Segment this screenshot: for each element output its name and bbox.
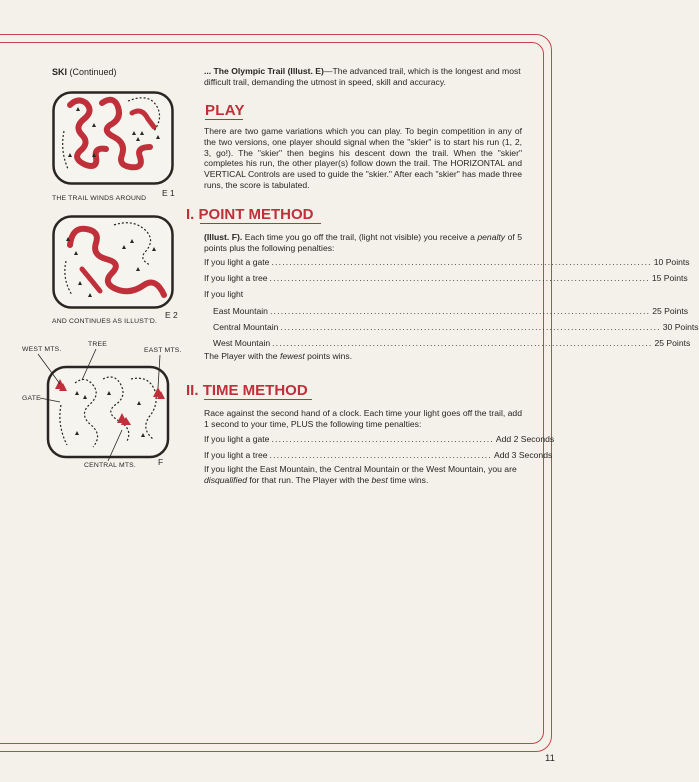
time-row-tree: If you light a tree .............................................................. Add 3 Seconds (204, 450, 553, 460)
figure-label-e1: E 1 (162, 188, 175, 198)
penalty-row-east-mountain: East Mountain .......................................................................................................... 25 Points (213, 306, 689, 316)
label-central-mts: CENTRAL MTS. (84, 462, 136, 469)
play-heading: PLAY (205, 102, 245, 119)
penalty-row-west-mountain: West Mountain .......................................................................................................... 25 Points (213, 338, 691, 348)
if-you-light-label: If you light (204, 289, 244, 299)
page-number: 11 (545, 753, 555, 764)
point-method-intro: (Illust. F). Each time you go off the trail, (light not visible) you receive a penalty of 5 points plus the following penalties: (204, 232, 522, 253)
figure-label-e2: E 2 (165, 310, 178, 320)
label-gate: GATE (22, 395, 41, 402)
time-row-gate: If you light a gate .............................................................. Add 2 Seconds (204, 434, 555, 444)
play-text: There are two game variations which you can play. To begin competition in any of the two versions, one player should signal when the "skier" is to start his run (1, 2, 3, go!). The "skier" then begins his descent down the trail. When the "skier" completes his run, the other player(s) follow down the trail. The HORIZONTAL and VERTICAL Controls are used to guide the "skier." After each "skier" has made three runs, the score is tabulated. (204, 126, 522, 190)
label-west-mts: WEST MTS. (22, 346, 62, 353)
time-method-heading: II. TIME METHOD (186, 382, 308, 399)
penalty-row-central-mountain: Central Mountain .......................................................................................................... 30 Points (213, 322, 699, 332)
point-method-heading: I. POINT METHOD (186, 206, 314, 223)
caption-e1: THE TRAIL WINDS AROUND (52, 195, 147, 202)
label-tree: TREE (88, 341, 107, 348)
time-method-intro: Race against the second hand of a clock. Each time your light goes off the trail, add 1 second to your time, PLUS the following time penalties: (204, 408, 522, 429)
penalty-row-gate: If you light a gate .......................................................................................................... 10 Points (204, 257, 690, 267)
point-method-footer: The Player with the fewest points wins. (204, 351, 353, 361)
caption-e2: AND CONTINUES AS ILLUST'D. (52, 318, 158, 325)
time-method-footer: If you light the East Mountain, the Central Mountain or the West Mountain, you are disqualified for that run. The Player with the best time wins. (204, 464, 517, 485)
section-label: SKI (Continued) (52, 67, 117, 77)
olympic-trail-intro: ... The Olympic Trail (Illust. E)—The advanced trail, which is the longest and most difficult trail, demanding the utmost in speed, skill and accuracy. (204, 66, 521, 87)
label-east-mts: EAST MTS. (144, 347, 182, 354)
penalty-row-tree: If you light a tree .......................................................................................................... 15 Points (204, 273, 688, 283)
figure-label-f: F (158, 457, 164, 467)
